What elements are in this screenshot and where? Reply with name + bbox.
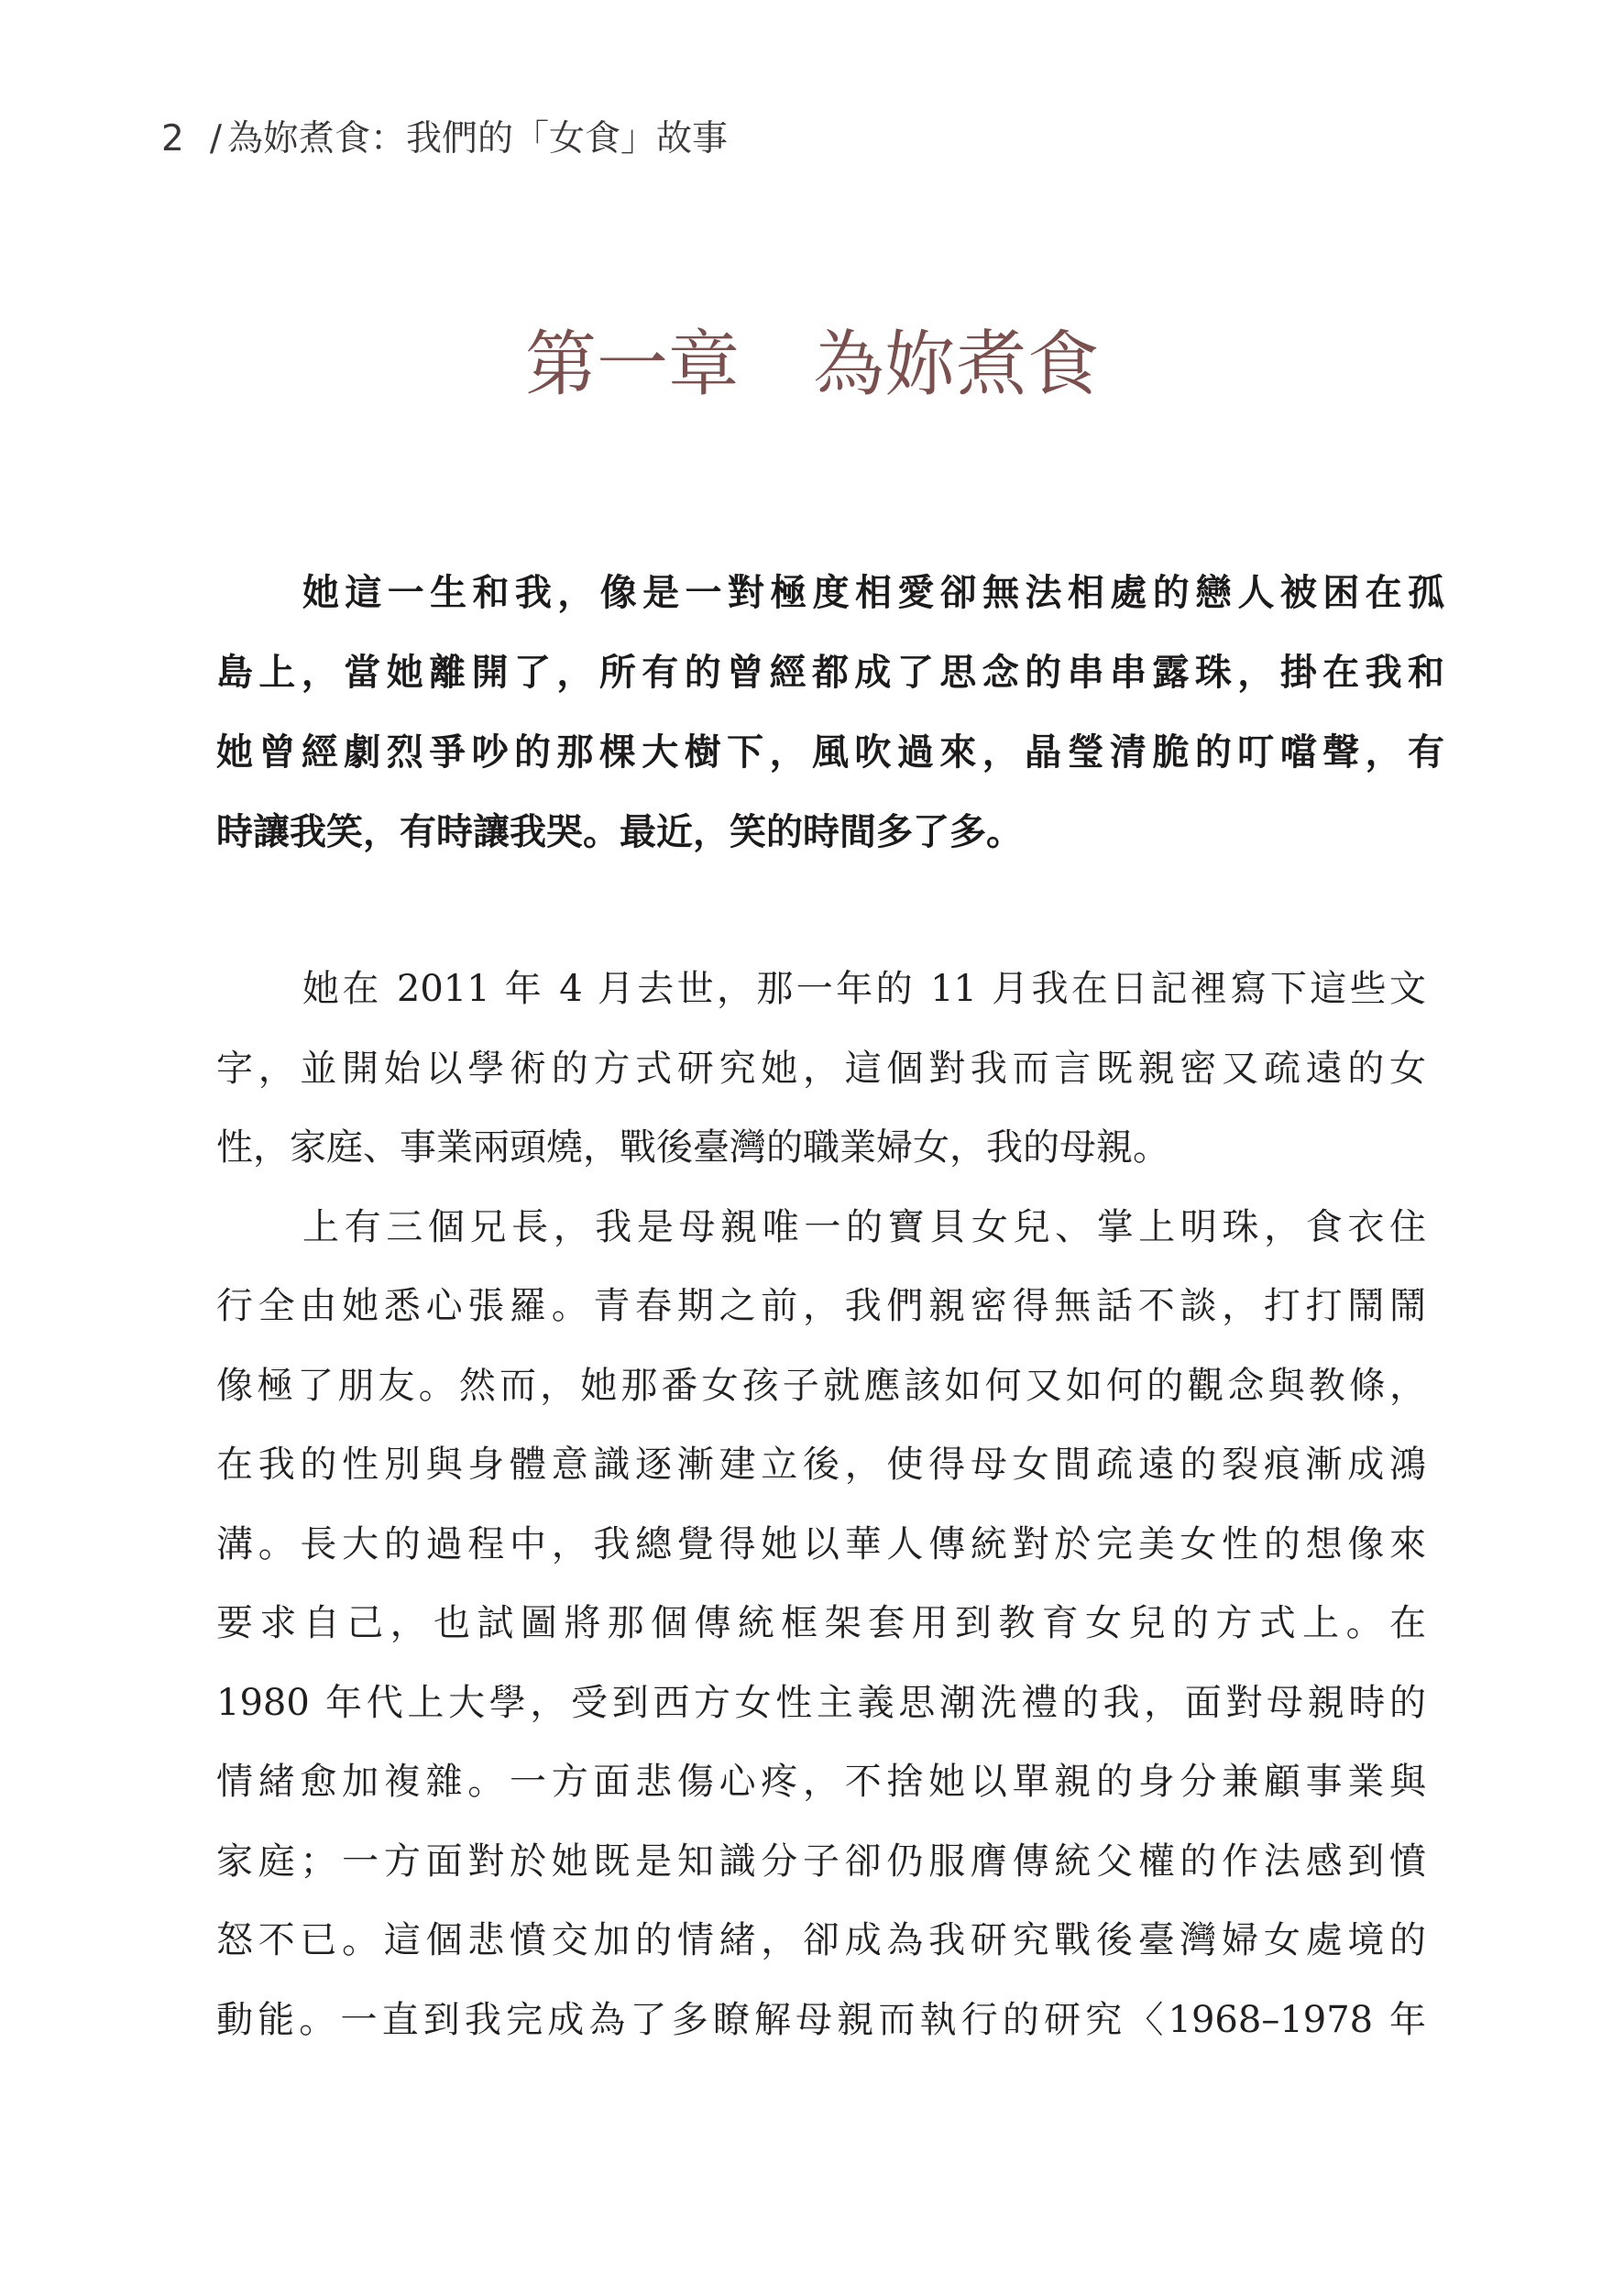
epigraph-line: 她曾經劇烈爭吵的那棵大樹下，風吹過來，晶瑩清脆的叮噹聲，有 — [216, 731, 1444, 774]
chapter-heading — [0, 321, 1624, 409]
paragraph — [216, 1188, 1426, 2060]
text-line: 家庭；一方面對於她既是知識分子卻仍服膺傳統父權的作法感到憤 — [216, 1839, 1426, 1883]
text-line: 像極了朋友。然而，她那番女孩子就應該如何又如何的觀念與教條， — [216, 1364, 1426, 1407]
epigraph-line: 時讓我笑，有時讓我哭。最近，笑的時間多了多。 — [216, 811, 1023, 853]
epigraph — [216, 554, 1444, 873]
text-line: 要求自己，也試圖將那個傳統框架套用到教育女兒的方式上。在 — [216, 1602, 1426, 1644]
text-line: 上有三個兄長，我是母親唯一的寶貝女兒、掌上明珠，食衣住 — [302, 1205, 1426, 1248]
book-title: 為妳煮食：我們的「女食」故事 — [226, 118, 728, 159]
text-line: 1980 年代上大學，受到西方女性主義思潮洗禮的我，面對母親時的 — [216, 1681, 1426, 1724]
chapter-number: 第一章 — [524, 324, 740, 406]
text-line: 動能。一直到我完成為了多瞭解母親而執行的研究〈1968–1978 年 — [216, 1998, 1426, 2041]
epigraph-line: 島上，當她離開了，所有的曾經都成了思念的串串露珠，掛在我和 — [216, 652, 1444, 694]
paragraph — [216, 950, 1426, 1188]
text-line: 字，並開始以學術的方式研究她，這個對我而言既親密又疏遠的女 — [216, 1047, 1426, 1090]
text-line: 情緒愈加複雜。一方面悲傷心疼，不捨她以單親的身分兼顧事業與 — [216, 1761, 1426, 1803]
text-line: 在我的性別與身體意識逐漸建立後，使得母女間疏遠的裂痕漸成鴻 — [216, 1444, 1426, 1486]
epigraph-line: 她這一生和我，像是一對極度相愛卻無法相處的戀人被困在孤 — [302, 572, 1444, 614]
chapter-title: 為妳煮食 — [813, 324, 1100, 406]
text-line: 性，家庭、事業兩頭燒，戰後臺灣的職業婦女，我的母親。 — [216, 1126, 1169, 1169]
text-line: 怒不已。這個悲憤交加的情緒，卻成為我研究戰後臺灣婦女處境的 — [216, 1919, 1426, 1961]
page-number: 2 — [161, 118, 184, 159]
text-line: 她在 2011 年 4 月去世，那一年的 11 月我在日記裡寫下這些文 — [302, 968, 1426, 1010]
text-line: 行全由她悉心張羅。青春期之前，我們親密得無話不談，打打鬧鬧 — [216, 1285, 1426, 1327]
running-head-separator: / — [209, 118, 222, 159]
body-text — [216, 950, 1426, 2059]
running-head — [161, 117, 728, 161]
text-line: 溝。長大的過程中，我總覺得她以華人傳統對於完美女性的想像來 — [216, 1522, 1426, 1565]
